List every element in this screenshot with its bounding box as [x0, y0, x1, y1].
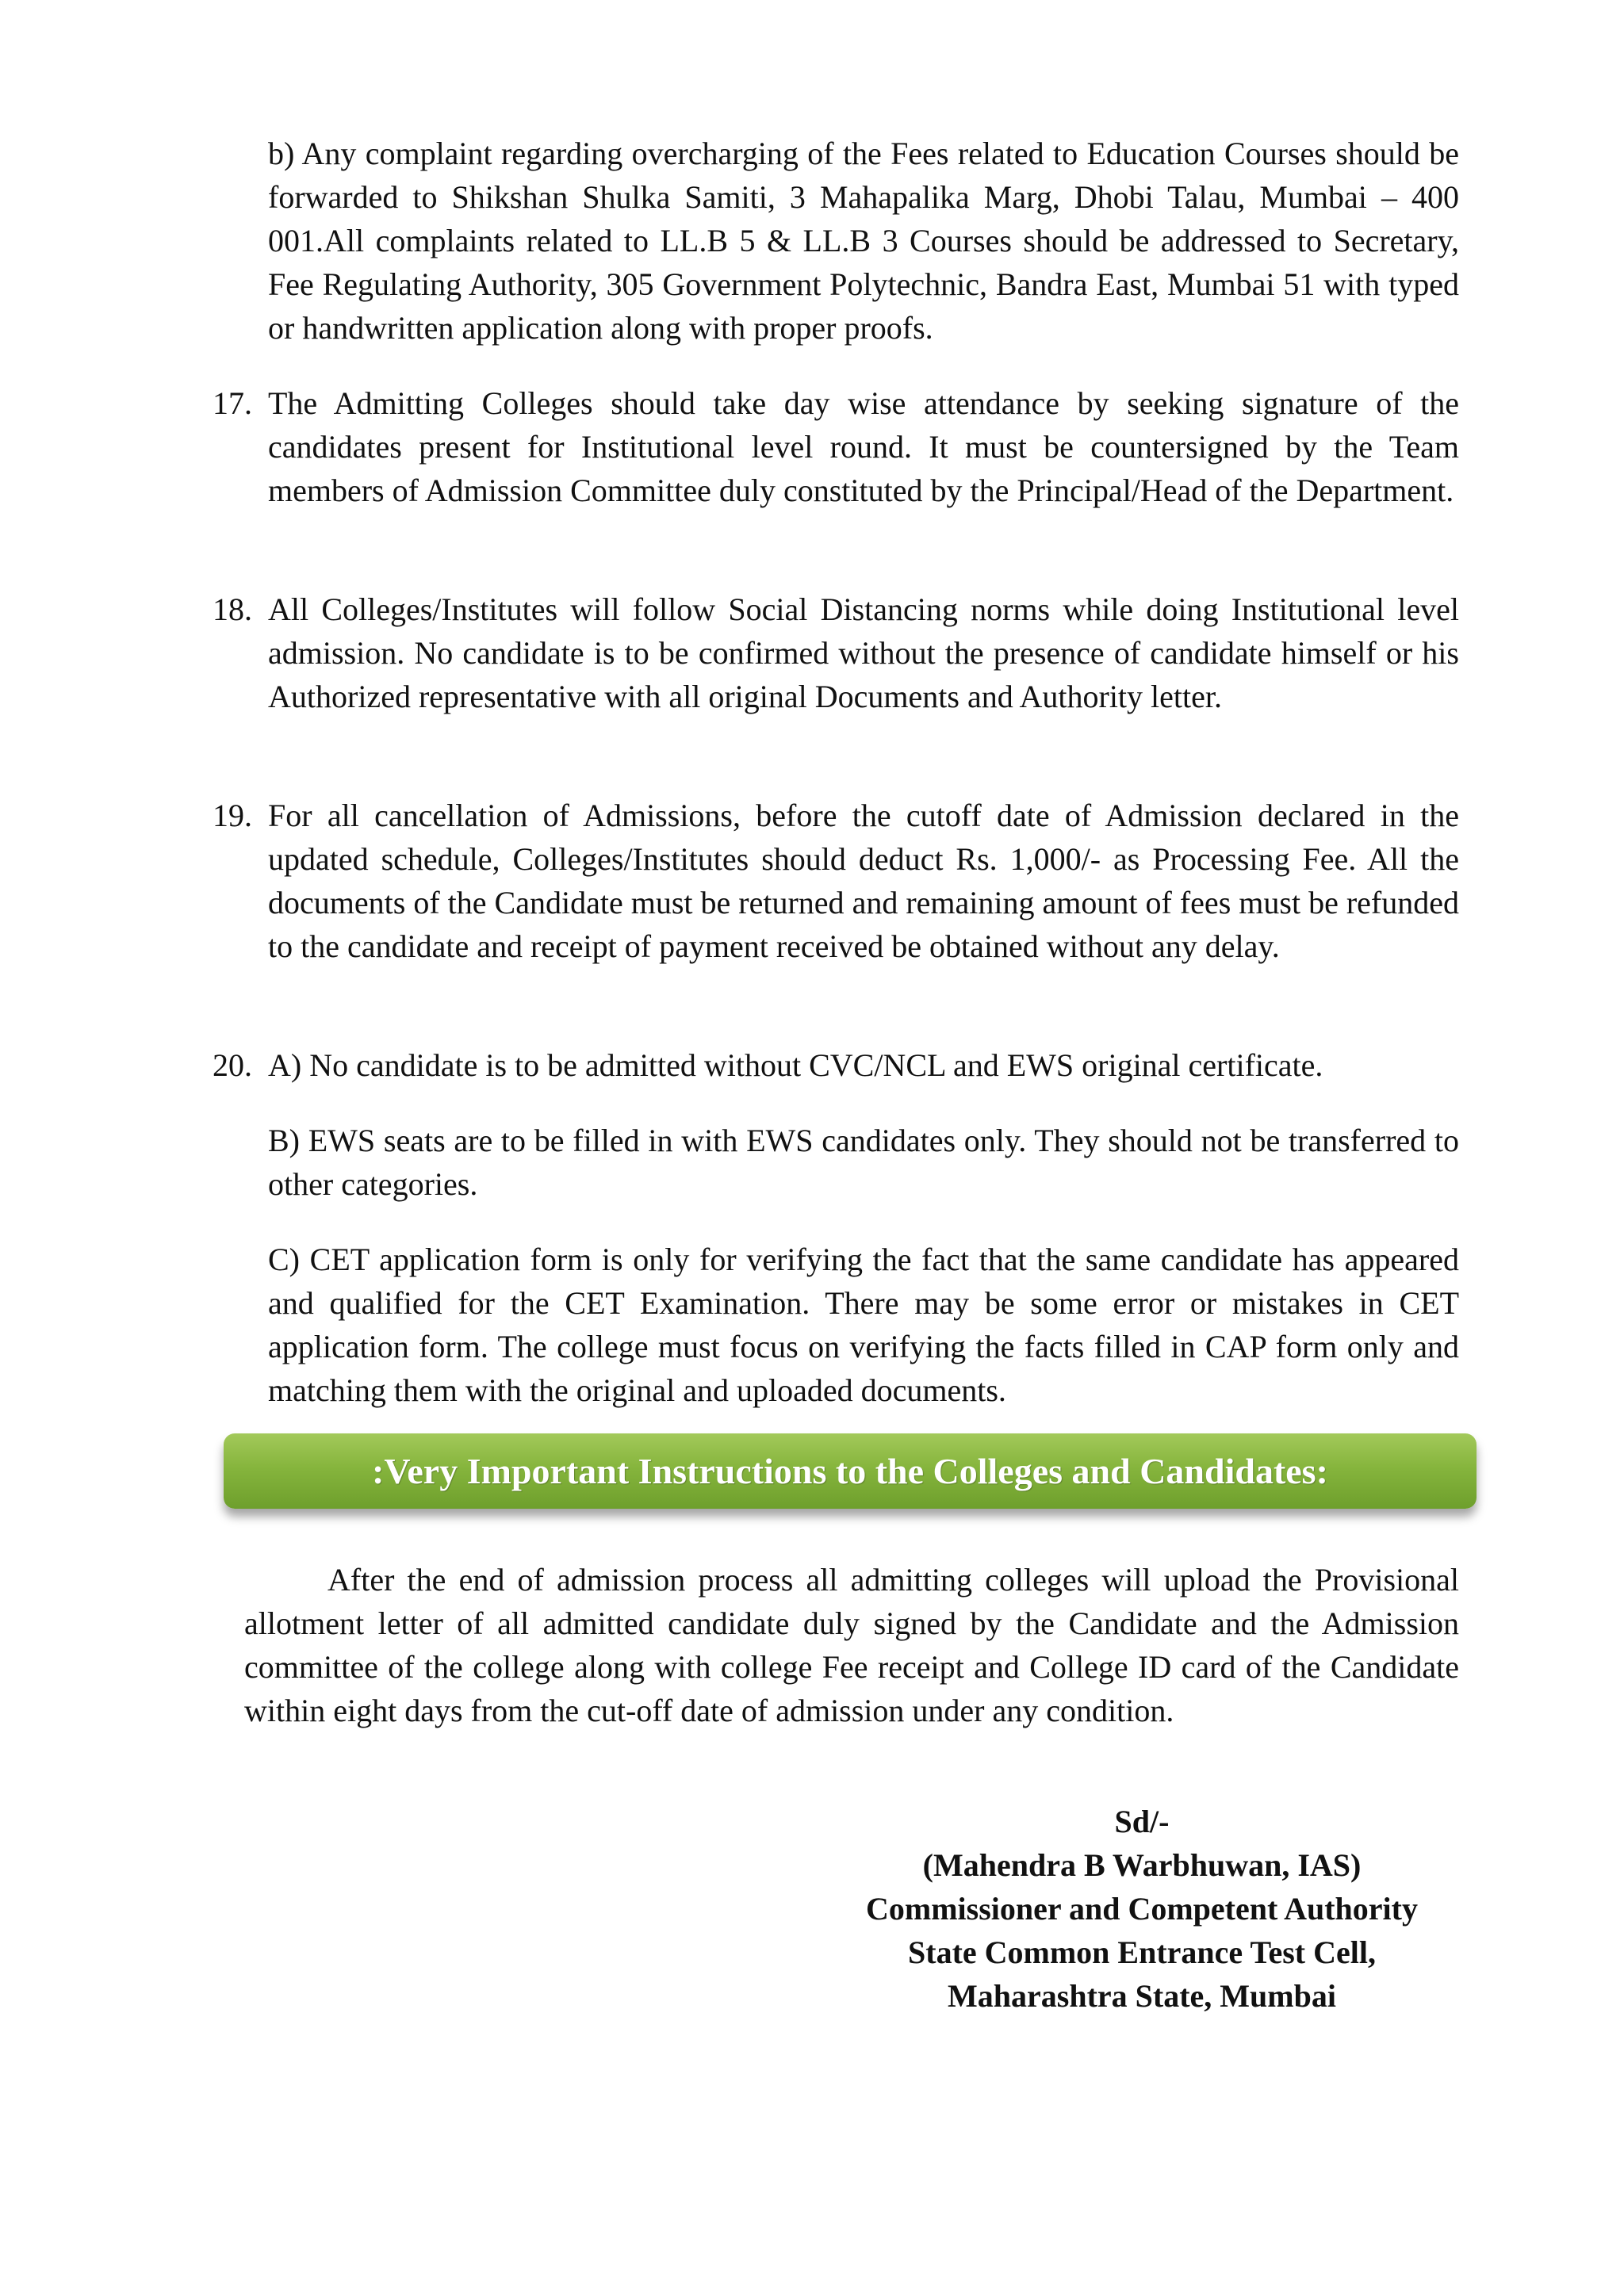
item-19-number: 19. [213, 798, 252, 833]
section-b-paragraph: b) Any complaint regarding overcharging of the Fees related to Education Courses should be forwarded to Shikshan Shulka Samiti, 3 Mahapalika Marg, Dhobi Talau, Mumbai – 400 001.All complaints related to LL.B 5 & LL.B 3 Courses should be addressed to Secretary, Fee Regulating Authority, 305 Government Polytechnic, Bandra East, Mumbai 51 with typed or handwritten application along with proper proofs. [268, 136, 1459, 346]
item-20-text-b: B) EWS seats are to be filled in with EWS candidates only. They should not be transferred to other categories. [268, 1123, 1459, 1202]
item-20-text-c: C) CET application form is only for verifying the fact that the same candidate has appeared and qualified for the CET Examination. There may be some error or mistakes in CET application form. The college must focus on verifying the facts filled in CAP form only and matching them with the original and uploaded documents. [268, 1242, 1459, 1408]
item-17-text: The Admitting Colleges should take day wise attendance by seeking signature of the candidates present for Institutional level round. It must be countersigned by the Team members of Admission Committee duly constituted by the Principal/Head of the Department. [268, 385, 1459, 508]
signature-designation: Commissioner and Competent Authority [866, 1891, 1418, 1927]
item-20-text-a: A) No candidate is to be admitted without CVC/NCL and EWS original certificate. [268, 1047, 1323, 1083]
signature-office: State Common Entrance Test Cell, [908, 1934, 1376, 1970]
banner-title: :Very Important Instructions to the Colleges and Candidates: [372, 1450, 1328, 1491]
signature-location: Maharashtra State, Mumbai [948, 1978, 1336, 2014]
signature-sd: Sd/- [1114, 1804, 1170, 1839]
important-instructions-banner [224, 1433, 1477, 1509]
item-18-text: All Colleges/Institutes will follow Social Distancing norms while doing Institutional level admission. No candidate is to be confirmed without the presence of candidate himself or his Authorized representative with all original Documents and Authority letter. [268, 591, 1459, 714]
item-19-text: For all cancellation of Admissions, before the cutoff date of Admission declared in the updated schedule, Colleges/Institutes should deduct Rs. 1,000/- as Processing Fee. All the documents of the Candidate must be returned and remaining amount of fees must be refunded to the candidate and receipt of payment received be obtained without any delay. [268, 798, 1459, 964]
instruction-paragraph: After the end of admission process all admitting colleges will upload the Provisional allotment letter of all admitted candidate duly signed by the Candidate and the Admission committee of the college along with college Fee receipt and College ID card of the Candidate within eight days from the cut-off date of admission under any condition. [244, 1562, 1459, 1728]
item-18-number: 18. [213, 591, 252, 627]
item-17-number: 17. [213, 385, 252, 421]
signature-name: (Mahendra B Warbhuwan, IAS) [922, 1847, 1362, 1883]
item-20-number: 20. [213, 1047, 252, 1083]
